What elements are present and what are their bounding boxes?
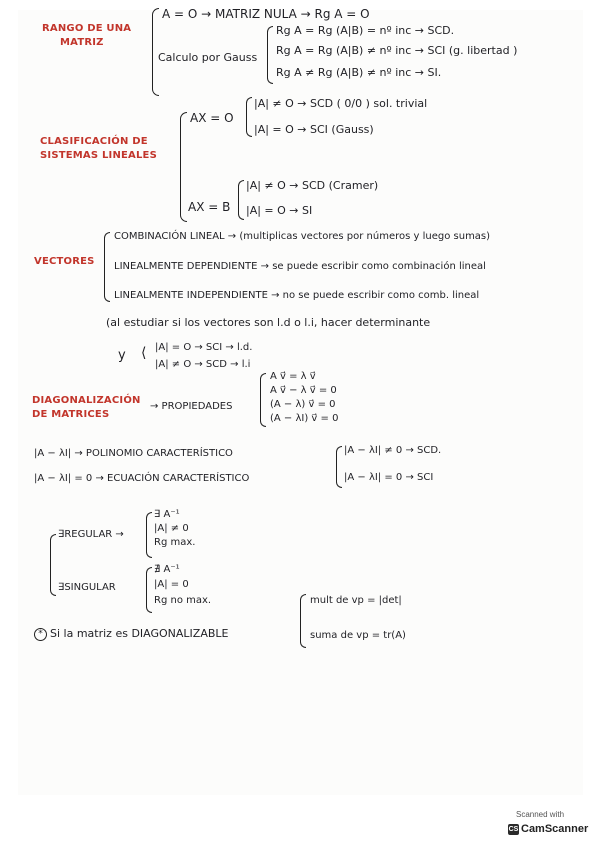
diagonalizable-text: Si la matriz es DIAGONALIZABLE bbox=[50, 627, 229, 640]
diagonalizable-cond-1: mult de vp = |det| bbox=[310, 595, 402, 606]
prop-2: A v⃗ − λ v⃗ = 0 bbox=[270, 385, 337, 396]
prop-4: (A − λI) v⃗ = 0 bbox=[270, 413, 339, 424]
vectores-angle: ⟨ bbox=[141, 345, 147, 361]
heading-clasificacion-line1: CLASIFICACIÓN DE bbox=[40, 136, 148, 147]
vectores-line-3: LINEALMENTE INDEPENDIENTE → no se puede escribir como comb. lineal bbox=[114, 290, 480, 301]
singular-rank: Rg no max. bbox=[154, 595, 212, 606]
watermark-top-text: Scanned with bbox=[516, 810, 565, 819]
heading-clasificacion-line2: SISTEMAS LINEALES bbox=[40, 150, 157, 161]
singular-inverse: ∄ A⁻¹ bbox=[154, 564, 180, 575]
camscanner-watermark bbox=[500, 808, 589, 842]
prop-1: A v⃗ = λ v⃗ bbox=[270, 371, 316, 382]
propiedades-brace bbox=[260, 373, 266, 427]
gauss-line-2: Rg A = Rg (A|B) ≠ nº inc → SCI (g. libertad ) bbox=[276, 44, 518, 57]
ax0-line-2: |A| = O → SCI (Gauss) bbox=[254, 123, 374, 136]
caracteristica-right-2: |A − λI| = 0 → SCI bbox=[344, 472, 434, 483]
sistemas-brace bbox=[180, 112, 187, 222]
vectores-y: y bbox=[118, 348, 126, 363]
singular-brace bbox=[146, 567, 152, 613]
vectores-line-1: COMBINACIÓN LINEAL → (multiplicas vectores por números y luego sumas) bbox=[114, 231, 491, 242]
diagonalizable-cond-2: suma de vp = tr(A) bbox=[310, 630, 406, 641]
gauss-line-1: Rg A = Rg (A|B) = nº inc → SCD. bbox=[276, 24, 455, 37]
heading-rango-line1: RANGO DE UNA bbox=[42, 23, 132, 34]
heading-diagonalizacion-line1: DIAGONALIZACIÓN bbox=[32, 395, 141, 406]
singular-det: |A| = 0 bbox=[154, 579, 189, 590]
regular-det: |A| ≠ 0 bbox=[154, 523, 189, 534]
ax0-label: AX = O bbox=[190, 111, 234, 125]
gauss-line-3: Rg A ≠ Rg (A|B) ≠ nº inc → SI. bbox=[276, 66, 442, 79]
gauss-brace bbox=[267, 26, 273, 84]
prop-3: (A − λ) v⃗ = 0 bbox=[270, 399, 336, 410]
diagonalizable-brace bbox=[300, 594, 306, 648]
camscanner-logo-icon: CS bbox=[508, 826, 519, 833]
propiedades-label: → PROPIEDADES bbox=[150, 401, 233, 412]
regular-label: ∃REGULAR → bbox=[58, 529, 124, 540]
regular-brace bbox=[146, 512, 152, 558]
asterisk-circle-icon: * bbox=[34, 628, 47, 641]
axb-brace bbox=[238, 180, 244, 220]
vectores-line-2: LINEALMENTE DEPENDIENTE → se puede escribir como combinación lineal bbox=[114, 261, 486, 272]
singular-label: ∃SINGULAR bbox=[58, 582, 116, 593]
caracteristica-brace bbox=[336, 446, 342, 488]
axb-line-2: |A| = O → SI bbox=[246, 204, 313, 217]
watermark-brand: CamScanner bbox=[521, 823, 589, 835]
heading-rango-line2: MATRIZ bbox=[60, 37, 104, 48]
vectores-brace bbox=[104, 232, 110, 302]
axb-label: AX = B bbox=[188, 200, 231, 214]
polinomio-line: |A − λI| → POLINOMIO CARACTERÍSTICO bbox=[34, 448, 233, 459]
rango-line-1: A = O → MATRIZ NULA → Rg A = O bbox=[162, 7, 370, 21]
ax0-line-1: |A| ≠ O → SCD ( 0/0 ) sol. trivial bbox=[254, 97, 428, 110]
heading-diagonalizacion-line2: DE MATRICES bbox=[32, 409, 110, 420]
heading-vectores: VECTORES bbox=[34, 256, 95, 267]
regular-inverse: ∃ A⁻¹ bbox=[154, 509, 180, 520]
vectores-cond-2: |A| ≠ O → SCD → l.i bbox=[155, 359, 251, 370]
vectores-note: (al estudiar si los vectores son l.d o l.i, hacer determinante bbox=[106, 316, 431, 329]
regular-singular-brace bbox=[50, 534, 56, 596]
regular-rank: Rg max. bbox=[154, 537, 196, 548]
ecuacion-line: |A − λI| = 0 → ECUACIÓN CARACTERÍSTICO bbox=[34, 473, 250, 484]
gauss-label: Calculo por Gauss bbox=[158, 51, 258, 64]
caracteristica-right-1: |A − λI| ≠ 0 → SCD. bbox=[344, 445, 442, 456]
vectores-cond-1: |A| = O → SCI → l.d. bbox=[155, 342, 253, 353]
axb-line-1: |A| ≠ O → SCD (Cramer) bbox=[246, 179, 379, 192]
ax0-brace bbox=[246, 97, 252, 137]
